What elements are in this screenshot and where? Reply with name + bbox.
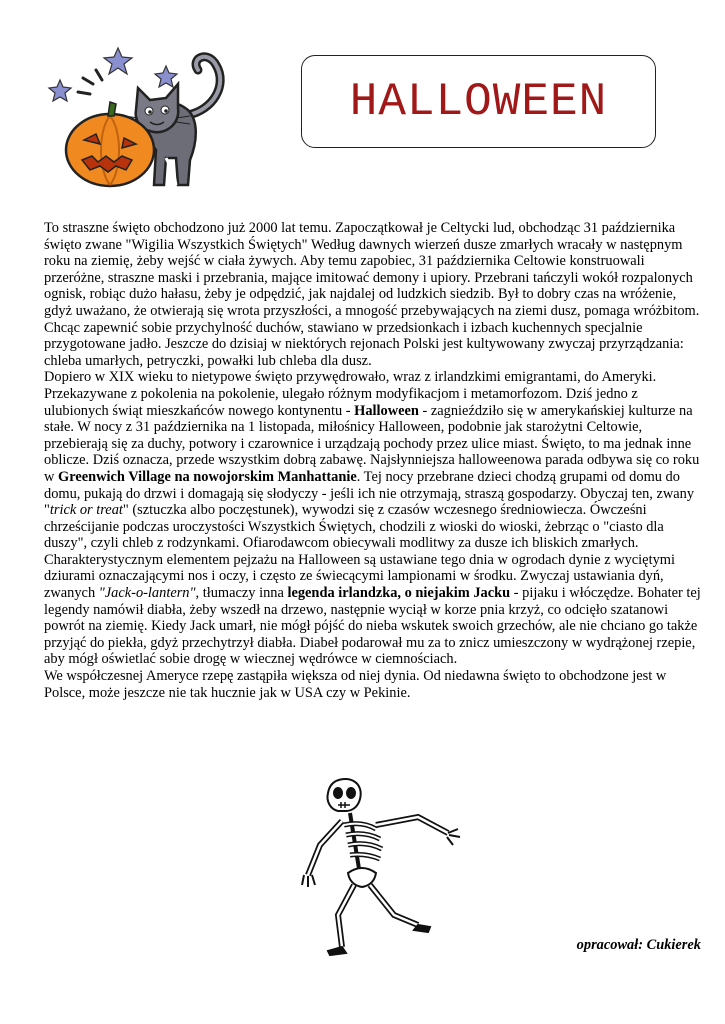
text-run: Chcąc zapewnić sobie przychylność duchów, stawiano w przedsionkach i izbach kuchennych specjalnie przygotowane jadło. Jeszcze do dzisiaj w niektórych rejonach Polski jest kultywowany zwyczaj przyrządzania: chleba umarłych, petryczki, powałki lub chleba dla dusz. — [44, 319, 684, 369]
italic-text: trick or treat — [49, 502, 123, 519]
paragraph — [44, 320, 704, 370]
star-icon — [49, 80, 71, 101]
text-run: Charakterystycznym elementem pejzażu na Halloween są ustawiane tego dnia w ogrodach dynie z wyciętymi dziurami oznaczającymi nos i oczy, i często ze świecącymi lampionami w środku. Zwyczaj ustawiania dyń, zwanych — [44, 551, 675, 602]
text-run: " (sztuczka albo poczęstunek), wywodzi się z czasów wczesnego średniowiecza. Ówcześni chrześcijanie podczas uroczystości Wszystkich Świętych, chodzili z wioski do wioski, żebrząc o "ciasto dla duszy", czyli chleb z rodzynkami. Ofiarodawcom obiecywali modlitwy za dusze ich bliskich zmarłych. — [44, 502, 664, 552]
page-title: HALLOWEEN — [349, 75, 608, 128]
bold-text: Halloween — [354, 402, 419, 419]
skeleton-illustration — [298, 775, 468, 960]
star-icon — [104, 48, 132, 74]
paragraph — [44, 220, 704, 320]
text-run: Dopiero w XIX wieku to nietypowe święto przywędrowało, wraz z irlandzkimi emigrantami, do Ameryki. Przekazywane z pokolenia na pokolenie, ulegało różnym modyfikacjom i metamorfozom. Dziś jedno z ulubionych świąt mieszkańców nowego kontynentu - — [44, 369, 657, 419]
text-run: - zagnieździło się w amerykańskiej kulturze na stałe. W nocy z 31 października na 1 listopada, miłośnicy Halloween, podobnie jak starożytni Celtowie, przebierają się za duchy, potwory i czarownice i urządzają pochody przez ulice miast. Święto, to ma jednak inne oblicze. Dziś oznacza, przede wszystkim dobrą zabawę. Najsłynniejsza halloweenowa parada odbywa się co roku w — [44, 402, 700, 485]
title-box — [301, 55, 656, 148]
paragraph — [44, 369, 704, 552]
article-body — [44, 220, 704, 701]
italic-text: "Jack-o-lantern" — [98, 585, 196, 602]
paragraph — [44, 552, 704, 668]
bold-text: Greenwich Village na nowojorskim Manhattanie — [58, 468, 357, 485]
author-signature: opracował: Cukierek — [576, 937, 701, 953]
text-run: We współczesnej Ameryce rzepę zastąpiła większa od niej dynia. Od niedawna święto to obchodzone jest w Polsce, może jeszcze nie tak hucznie jak w USA czy w Pekinie. — [44, 668, 667, 701]
paragraph — [44, 668, 704, 701]
bold-text: legenda irlandzka, o niejakim Jacku — [287, 585, 511, 602]
text-run: - pijaku i włóczędze. Bohater tej legendy namówił diabła, żeby wszedł na drzewo, następnie wyciął w korze pnia krzyż, co odcięło szatanowi powrót na ziemię. Kiedy Jack umarł, nie mógł pójść do nieba wskutek swoich grzechów, ale nie chciano go także przyjąć do piekła, gdyż przechytrzył diabła. Diabeł podarował mu za to znicz umieszczony w wydrążonej rzepie, aby mógł oświetlać sobie drogę w wiecznej wędrówce w ciemnościach. — [44, 585, 701, 668]
star-icon — [155, 66, 177, 87]
text-run: , tłumaczy inna — [195, 585, 288, 602]
text-run: . Tej nocy przebrane dzieci chodzą grupami od domu do domu, pukają do drzwi i domagają się słodyczy - jeśli ich nie otrzymają, straszą gospodarzy. Obyczaj ten, zwany " — [44, 468, 695, 519]
text-run: To straszne święto obchodzono już 2000 lat temu. Zapoczątkował je Celtycki lud, obchodząc 31 października święto zwane "Wigilia Wszystkich Świętych" Według dawnych wierzeń dusze zmarłych wracały w następnym roku na ziemię, żeby wejść w ciała żywych. Aby temu zapobiec, 31 października Celtowie konstruowali przeróżne, straszne maski i przebrania, mające imitować demony i upiory. Przebrani tańczyli wokół rozpalonych ognisk, robiąc dużo hałasu, żeby je odpędzić, jak najdalej od ludzkich siedzib. Był to dobry czas na wróżenie, gdyż uważano, że otwierają się wrota przyszłości, a mnogość przebywających na ziemi dusz, pomaga wróżbitom. — [44, 220, 700, 319]
pumpkin-cat-illustration — [38, 40, 248, 190]
